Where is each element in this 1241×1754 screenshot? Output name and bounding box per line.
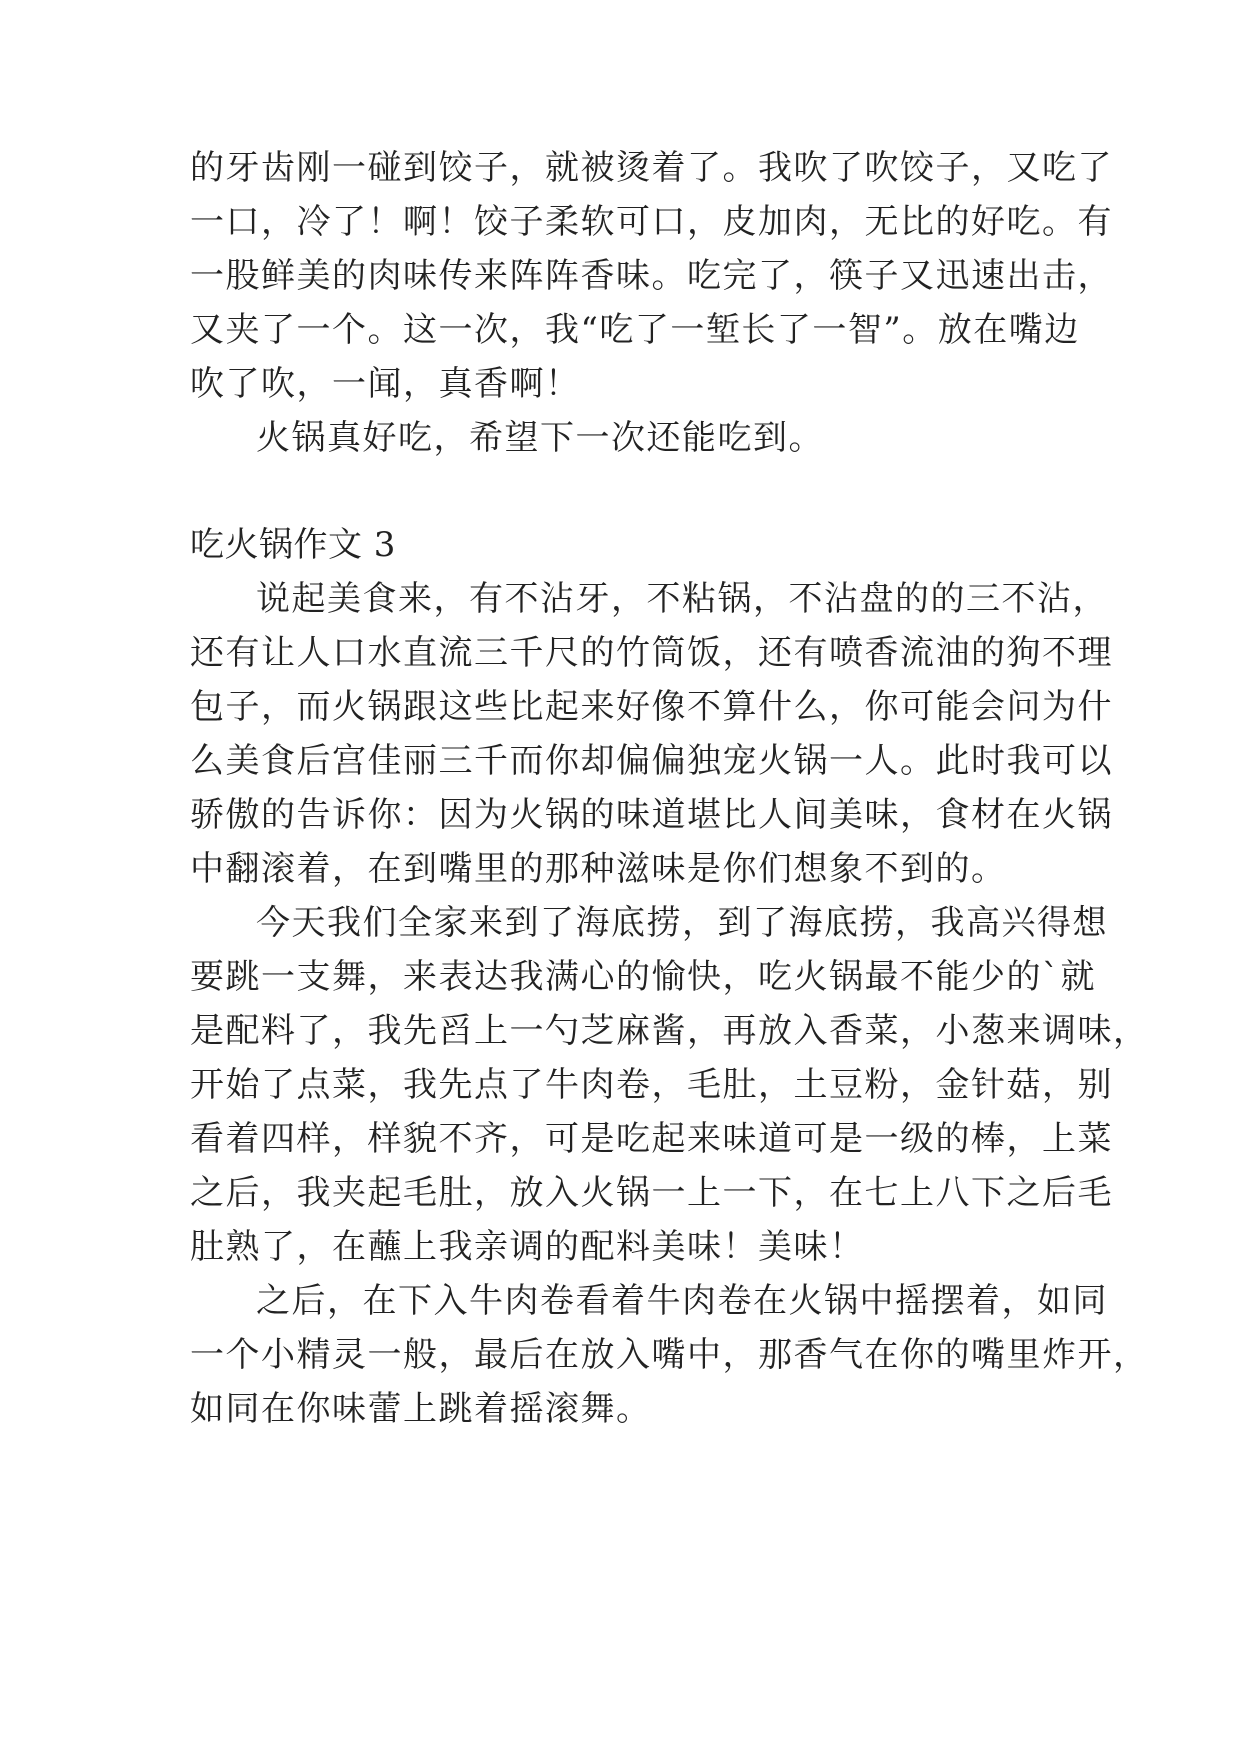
essay-text-line: 的牙齿刚一碰到饺子，就被烫着了。我吹了吹饺子，又吃了: [190, 148, 1113, 188]
essay-text-line: 看着四样，样貌不齐，可是吃起来味道可是一级的棒，上菜: [190, 1119, 1113, 1159]
essay-text-line: 一股鲜美的肉味传来阵阵香味。吃完了，筷子又迅速出击，: [190, 256, 1113, 296]
essay-text-line: 之后，我夹起毛肚，放入火锅一上一下，在七上八下之后毛: [190, 1173, 1113, 1213]
essay-text-line: 要跳一支舞，来表达我满心的愉快，吃火锅最不能少的`就: [190, 957, 1096, 997]
essay-text-line: 中翻滚着，在到嘴里的那种滋味是你们想象不到的。: [190, 849, 1007, 889]
essay-text-line: 今天我们全家来到了海底捞，到了海底捞，我高兴得想: [256, 903, 1108, 943]
essay-text-line: 包子，而火锅跟这些比起来好像不算什么，你可能会问为什: [190, 687, 1113, 727]
essay-text-line: 一口，冷了！啊！饺子柔软可口，皮加肉，无比的好吃。有: [190, 202, 1113, 242]
essay-text-line: 肚熟了，在蘸上我亲调的配料美味！美味！: [190, 1227, 865, 1267]
essay-text-line: 吹了吹，一闻，真香啊！: [190, 364, 581, 404]
essay-title: 吃火锅作文 3: [190, 525, 396, 565]
closing-paragraph: 火锅真好吃，希望下一次还能吃到。: [256, 418, 824, 458]
essay-text-line: 一个小精灵一般，最后在放入嘴中，那香气在你的嘴里炸开，: [190, 1335, 1149, 1375]
essay-text-line: 骄傲的告诉你：因为火锅的味道堪比人间美味，食材在火锅: [190, 795, 1113, 835]
essay-text-line: 说起美食来，有不沾牙，不粘锅，不沾盘的的三不沾，: [256, 579, 1108, 619]
essay-text-line: 开始了点菜，我先点了牛肉卷，毛肚，土豆粉，金针菇，别: [190, 1065, 1113, 1105]
essay-text-line: 还有让人口水直流三千尺的竹筒饭，还有喷香流油的狗不理: [190, 633, 1113, 673]
essay-text-line: 是配料了，我先舀上一勺芝麻酱，再放入香菜，小葱来调味，: [190, 1011, 1149, 1051]
essay-text-line: 又夹了一个。这一次，我“吃了一堑长了一智”。放在嘴边: [190, 310, 1080, 350]
essay-text-line: 如同在你味蕾上跳着摇滚舞。: [190, 1389, 652, 1429]
essay-text-line: 之后，在下入牛肉卷看着牛肉卷在火锅中摇摆着，如同: [256, 1281, 1108, 1321]
essay-text-line: 么美食后宫佳丽三千而你却偏偏独宠火锅一人。此时我可以: [190, 741, 1113, 781]
